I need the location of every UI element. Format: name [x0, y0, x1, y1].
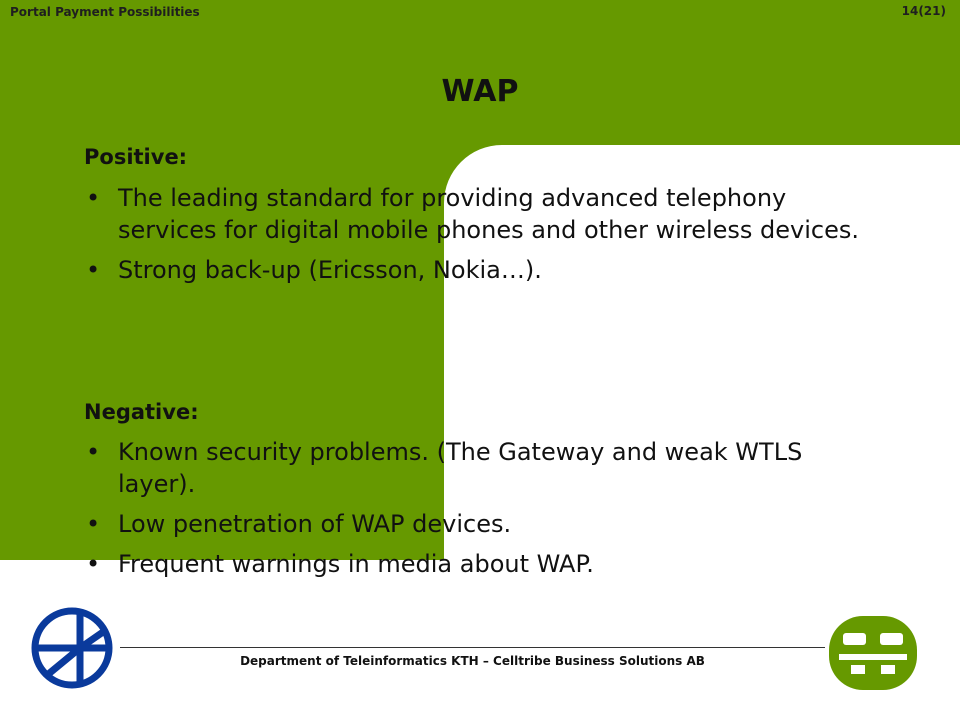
footer-divider [120, 647, 825, 648]
negative-heading: Negative: [84, 400, 199, 424]
positive-list [84, 182, 884, 294]
kth-logo-icon [28, 604, 116, 692]
list-item: • The leading standard for providing advanced telephony services for digital mobile phones and other wireless devices. [84, 182, 884, 246]
list-item: • Frequent warnings in media about WAP. [84, 548, 884, 580]
presentation-title: Portal Payment Possibilities [10, 5, 200, 19]
list-item: • Low penetration of WAP devices. [84, 508, 884, 540]
footer-text: Department of Teleinformatics KTH – Celltribe Business Solutions AB [240, 654, 705, 668]
page-number: 14(21) [901, 4, 946, 18]
list-item: • Known security problems. (The Gateway and weak WTLS layer). [84, 436, 884, 500]
negative-list [84, 436, 884, 588]
slide-title: WAP [441, 74, 519, 109]
positive-heading: Positive: [84, 145, 188, 169]
list-item: • Strong back-up (Ericsson, Nokia…). [84, 254, 884, 286]
celltribe-logo-icon [829, 616, 917, 690]
